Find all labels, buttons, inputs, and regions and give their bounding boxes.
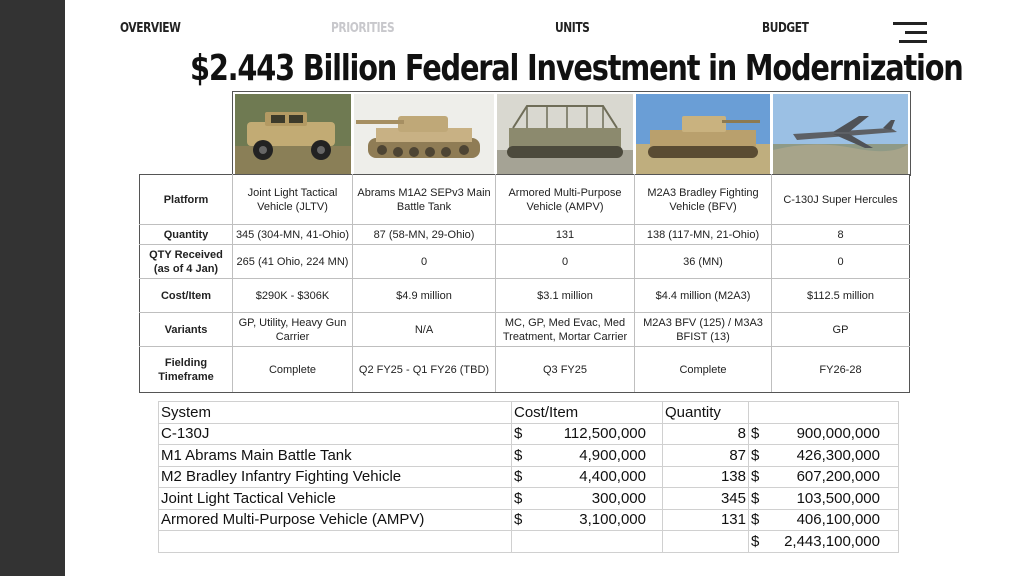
quantity-cell: 87 (58-MN, 29-Ohio) bbox=[353, 225, 496, 245]
quantity-value: 138 bbox=[663, 466, 749, 488]
variants-row bbox=[140, 313, 910, 347]
table-row bbox=[159, 488, 899, 510]
system-name: M2 Bradley Infantry Fighting Vehicle bbox=[159, 466, 512, 488]
qty-received-row bbox=[140, 245, 910, 279]
grand-total-value: $ 2,443,100,000 bbox=[749, 531, 899, 553]
fielding-cell: Complete bbox=[635, 347, 772, 393]
nav-priorities[interactable]: PRIORITIES bbox=[331, 21, 395, 36]
system-name: Joint Light Tactical Vehicle bbox=[159, 488, 512, 510]
platform-name: Armored Multi-Purpose Vehicle (AMPV) bbox=[496, 175, 635, 225]
total-value: $ 103,500,000 bbox=[749, 488, 899, 510]
table-row bbox=[159, 466, 899, 488]
vehicle-photo-row bbox=[232, 91, 911, 176]
row-label-quantity: Quantity bbox=[140, 225, 233, 245]
cost-cell: $112.5 million bbox=[772, 279, 910, 313]
left-side-bar bbox=[0, 0, 65, 576]
cost-cell: $3.1 million bbox=[496, 279, 635, 313]
quantity-value: 87 bbox=[663, 445, 749, 467]
fielding-cell: Complete bbox=[233, 347, 353, 393]
cost-value: $ 112,500,000 bbox=[512, 423, 663, 445]
fielding-timeframe-row bbox=[140, 347, 910, 393]
table-row bbox=[159, 423, 899, 445]
cost-cell: $4.4 million (M2A3) bbox=[635, 279, 772, 313]
grand-total-row bbox=[159, 531, 899, 553]
abrams-tank-photo bbox=[354, 94, 494, 174]
variants-cell: M2A3 BFV (125) / M3A3 BFIST (13) bbox=[635, 313, 772, 347]
system-name: M1 Abrams Main Battle Tank bbox=[159, 445, 512, 467]
cost-value: $ 3,100,000 bbox=[512, 509, 663, 531]
page-title: $2.443 Billion Federal Investment in Modernization bbox=[190, 48, 963, 89]
cost-value: $ 300,000 bbox=[512, 488, 663, 510]
row-label-qty-received: QTY Received (as of 4 Jan) bbox=[140, 245, 233, 279]
cost-header-row bbox=[159, 402, 899, 424]
row-label-variants: Variants bbox=[140, 313, 233, 347]
fielding-cell: Q2 FY25 - Q1 FY26 (TBD) bbox=[353, 347, 496, 393]
variants-cell: N/A bbox=[353, 313, 496, 347]
cost-cell: $4.9 million bbox=[353, 279, 496, 313]
row-label-fielding-timeframe: Fielding Timeframe bbox=[140, 347, 233, 393]
quantity-cell: 138 (117-MN, 21-Ohio) bbox=[635, 225, 772, 245]
nav-overview[interactable]: OVERVIEW bbox=[120, 21, 181, 36]
quantity-value: 345 bbox=[663, 488, 749, 510]
total-value: $ 426,300,000 bbox=[749, 445, 899, 467]
received-cell: 0 bbox=[353, 245, 496, 279]
table-row bbox=[159, 445, 899, 467]
cost-value: $ 4,900,000 bbox=[512, 445, 663, 467]
platform-spec-table bbox=[139, 174, 910, 393]
platform-row bbox=[140, 175, 910, 225]
quantity-value: 8 bbox=[663, 423, 749, 445]
nav-units[interactable]: UNITS bbox=[555, 21, 590, 36]
system-name: C-130J bbox=[159, 423, 512, 445]
platform-name: Joint Light Tactical Vehicle (JLTV) bbox=[233, 175, 353, 225]
received-cell: 265 (41 Ohio, 224 MN) bbox=[233, 245, 353, 279]
variants-cell: GP bbox=[772, 313, 910, 347]
nav-budget[interactable]: BUDGET bbox=[762, 21, 809, 36]
cost-item-row bbox=[140, 279, 910, 313]
fielding-cell: FY26-28 bbox=[772, 347, 910, 393]
platform-name: C-130J Super Hercules bbox=[772, 175, 910, 225]
cost-cell: $290K - $306K bbox=[233, 279, 353, 313]
table-row bbox=[159, 509, 899, 531]
total-value: $ 607,200,000 bbox=[749, 466, 899, 488]
variants-cell: MC, GP, Med Evac, Med Treatment, Mortar Carrier bbox=[496, 313, 635, 347]
header-system: System bbox=[159, 402, 512, 424]
platform-name: M2A3 Bradley Fighting Vehicle (BFV) bbox=[635, 175, 772, 225]
system-name: Armored Multi-Purpose Vehicle (AMPV) bbox=[159, 509, 512, 531]
c130j-aircraft-photo bbox=[773, 94, 908, 174]
header-cost-item: Cost/Item bbox=[512, 402, 663, 424]
header-quantity: Quantity bbox=[663, 402, 749, 424]
quantity-value: 131 bbox=[663, 509, 749, 531]
cost-summary-table bbox=[158, 401, 899, 553]
total-value: $ 900,000,000 bbox=[749, 423, 899, 445]
total-value: $ 406,100,000 bbox=[749, 509, 899, 531]
received-cell: 36 (MN) bbox=[635, 245, 772, 279]
platform-name: Abrams M1A2 SEPv3 Main Battle Tank bbox=[353, 175, 496, 225]
jltv-photo bbox=[235, 94, 351, 174]
hamburger-menu-icon[interactable] bbox=[893, 22, 927, 44]
variants-cell: GP, Utility, Heavy Gun Carrier bbox=[233, 313, 353, 347]
quantity-cell: 131 bbox=[496, 225, 635, 245]
row-label-platform: Platform bbox=[140, 175, 233, 225]
received-cell: 0 bbox=[496, 245, 635, 279]
quantity-row bbox=[140, 225, 910, 245]
fielding-cell: Q3 FY25 bbox=[496, 347, 635, 393]
quantity-cell: 345 (304-MN, 41-Ohio) bbox=[233, 225, 353, 245]
quantity-cell: 8 bbox=[772, 225, 910, 245]
cost-value: $ 4,400,000 bbox=[512, 466, 663, 488]
bradley-photo bbox=[636, 94, 770, 174]
row-label-cost-item: Cost/Item bbox=[140, 279, 233, 313]
received-cell: 0 bbox=[772, 245, 910, 279]
header-total bbox=[749, 402, 899, 424]
ampv-photo bbox=[497, 94, 633, 174]
